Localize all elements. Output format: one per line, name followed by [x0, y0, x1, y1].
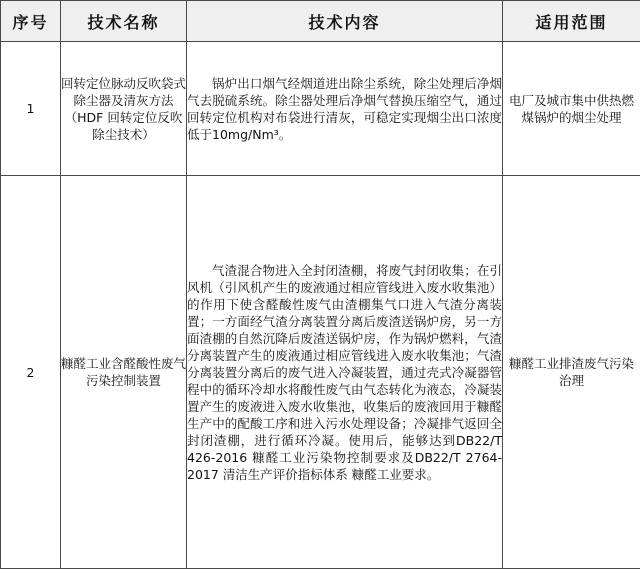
- tech-content-text: 锅炉出口烟气经烟道进出除尘系统，除尘处理后净烟气去脱硫系统。除尘器处理后净烟气替换压缩空气，通过回转定位机构对布袋进行清灰，可稳定实现烟尘出口浓度低于10mg/Nm³。: [187, 75, 502, 142]
- row-index: 1: [1, 42, 61, 176]
- tech-content-text: 气渣混合物进入全封闭渣棚，将废气封闭收集；在引风机（引风机产生的废液通过相应管线进入废水收集池）的作用下使含醛酸性废气由渣棚集气口进入气渣分离装置；一方面经气渣分离装置分离后废渣送锅炉房，另一方面渣棚的自然沉降后废渣送锅炉房，作为锅炉燃料，气渣分离装置产生的废液通过相应管线进入废水收集池；气渣分离装置分离后的废气进入冷凝装置，通过壳式冷凝器管程中的循环冷却水将酸性废气由气态转化为液态，冷凝装置产生的废液进入废水收集池，收集后的废液回用于糠醛生产中的配酸工序和进入污水处理设备；冷凝排气返回全封闭渣棚，进行循环冷凝。使用后，能够达到DB22/T 426-2016 糠醛工业污染物控制要求及DB22/T 2764-2017 清洁生产评价指标体系 糠醛工业要求。: [187, 262, 502, 482]
- row-tech-content: [187, 42, 503, 176]
- tech-name-text: 糠醛工业含醛酸性废气污染控制装置: [61, 356, 187, 388]
- scope-text: 糠醛工业排渣废气污染治理: [508, 356, 634, 388]
- header-index: 序号: [1, 1, 61, 42]
- header-scope: 适用范围: [503, 1, 640, 42]
- row-tech-name: [61, 176, 187, 569]
- scope-text: 电厂及城市集中供热燃煤锅炉的烟尘处理: [508, 92, 634, 125]
- table-row: [1, 176, 640, 569]
- row-index: 2: [1, 176, 61, 569]
- header-content: 技术内容: [187, 1, 503, 42]
- header-name: 技术名称: [61, 1, 187, 42]
- row-scope: [503, 42, 640, 176]
- row-tech-content: [187, 176, 503, 569]
- row-tech-name: [61, 42, 187, 176]
- header-row: [1, 1, 640, 42]
- tech-name-text: 回转定位脉动反吹袋式除尘器及清灰方法（HDF 回转定位反吹除尘技术）: [61, 75, 187, 142]
- table-row: [1, 42, 640, 176]
- row-scope: [503, 176, 640, 569]
